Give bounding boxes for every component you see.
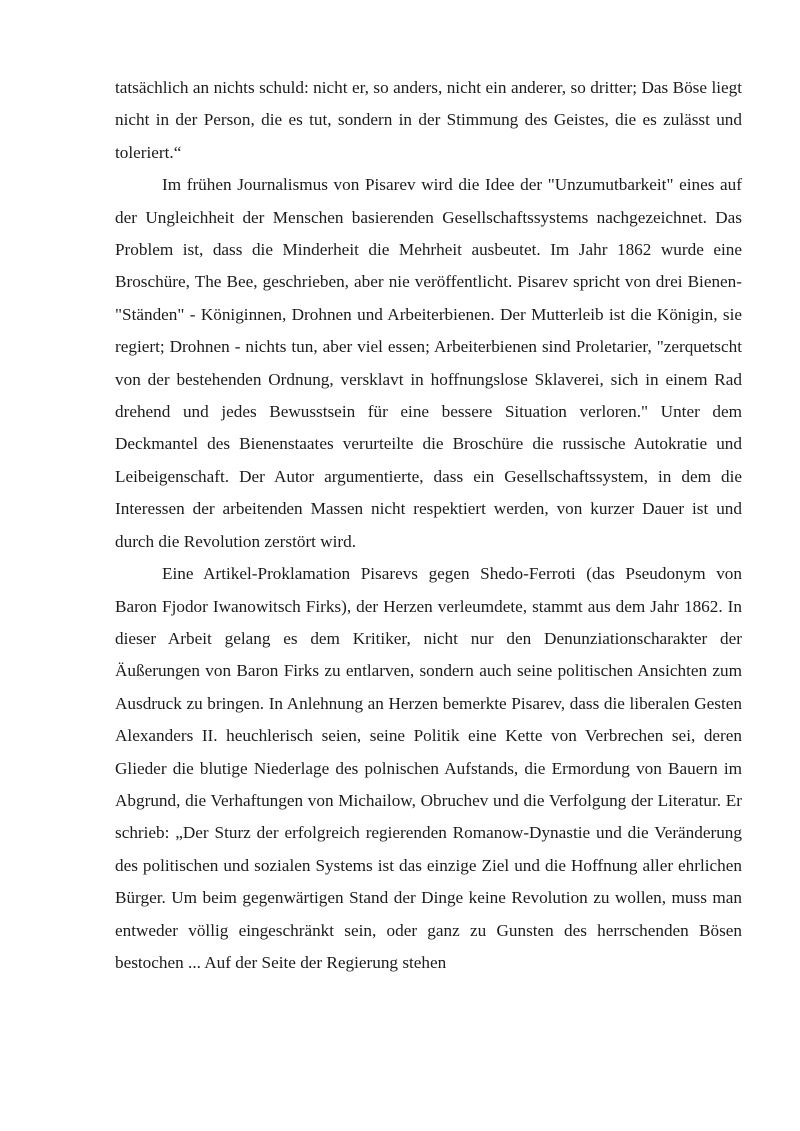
paragraph-proclamation: Eine Artikel-Proklamation Pisarevs gegen Shedo-Ferroti (das Pseudonym von Baron Fjodor Iwanowitsch Firks), der Herzen verleumdete, stammt aus dem Jahr 1862. In dieser Arbeit gelang es dem Kritiker, nicht nur den Denunziationscharakter der Äußerungen von Baron Firks zu entlarven, sondern auch seine politischen Ansichten zum Ausdruck zu bringen. In Anlehnung an Herzen bemerkte Pisarev, dass die liberalen Gesten Alexanders II. heuchlerisch seien, seine Politik eine Kette von Verbrechen sei, deren Glieder die blutige Niederlage des polnischen Aufstands, die Ermordung von Bauern im Abgrund, die Verhaftungen von Michailow, Obruchev und die Verfolgung der Literatur. Er schrieb: „Der Sturz der erfolgreich regierenden Romanow-Dynastie und die Veränderung des politischen und sozialen Systems ist das einzige Ziel und die Hoffnung aller ehrlichen Bürger. Um beim gegenwärtigen Stand der Dinge keine Revolution zu wollen, muss man entweder völlig eingeschränkt sein, oder ganz zu Gunsten des herrschenden Bösen bestochen ... Auf der Seite der Regierung stehen <box>115 564 742 972</box>
paragraph-continuation: tatsächlich an nichts schuld: nicht er, so anders, nicht ein anderer, so dritter; Das Böse liegt nicht in der Person, die es tut, sondern in der Stimmung des Geistes, die es zulässt und toleriert.“ <box>115 78 742 162</box>
document-page <box>115 72 742 979</box>
paragraph-bee-pamphlet: Im frühen Journalismus von Pisarev wird die Idee der "Unzumutbarkeit" eines auf der Ungleichheit der Menschen basierenden Gesellschaftssystems nachgezeichnet. Das Problem ist, dass die Minderheit die Mehrheit ausbeutet. Im Jahr 1862 wurde eine Broschüre, The Bee, geschrieben, aber nie veröffentlicht. Pisarev spricht von drei Bienen-"Ständen" - Königinnen, Drohnen und Arbeiterbienen. Der Mutterleib ist die Königin, sie regiert; Drohnen - nichts tun, aber viel essen; Arbeiterbienen sind Proletarier, "zerquetscht von der bestehenden Ordnung, versklavt in hoffnungslose Sklaverei, sich in einem Rad drehend und jedes Bewusstsein für eine bessere Situation verloren." Unter dem Deckmantel des Bienenstaates verurteilte die Broschüre die russische Autokratie und Leibeigenschaft. Der Autor argumentierte, dass ein Gesellschaftssystem, in dem die Interessen der arbeitenden Massen nicht respektiert werden, von kurzer Dauer ist und durch die Revolution zerstört wird. <box>115 175 742 551</box>
